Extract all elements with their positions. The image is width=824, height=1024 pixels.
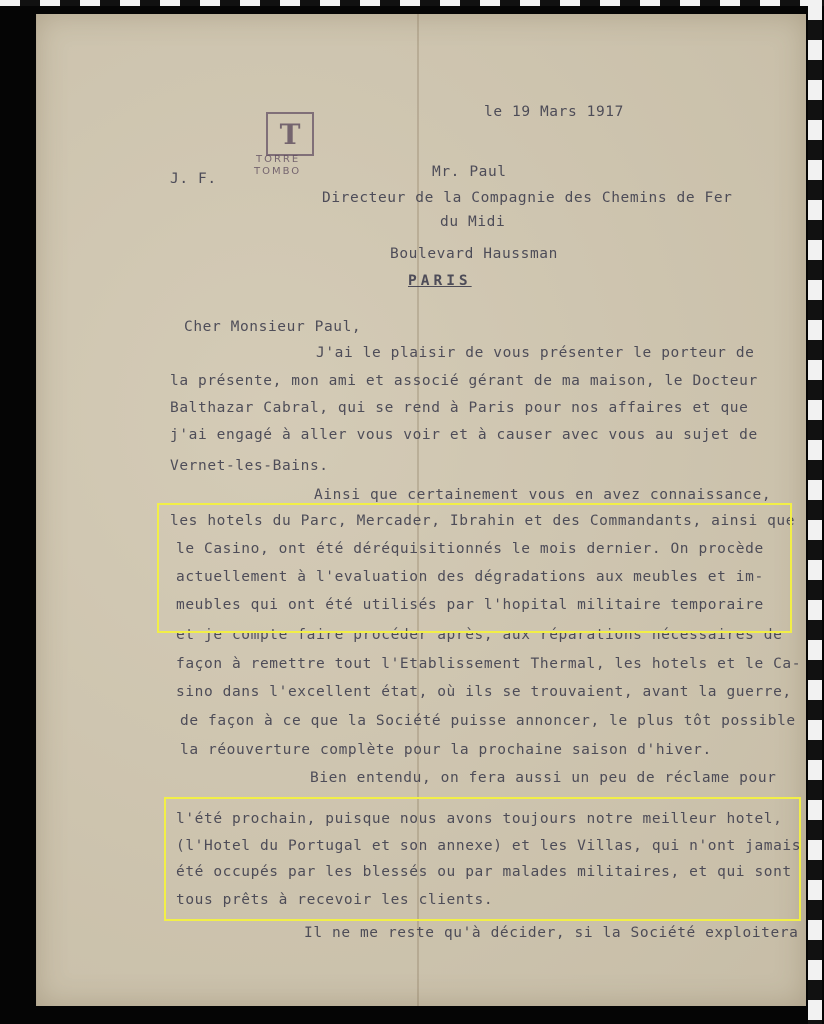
body-line: meubles qui ont été utilisés par l'hopital militaire temporaire <box>176 597 764 613</box>
body-line: la réouverture complète pour la prochaine saison d'hiver. <box>180 742 712 758</box>
body-line: été occupés par les blessés ou par malades militaires, et qui sont <box>176 864 792 880</box>
stamp-letter: T <box>279 118 301 151</box>
recipient-street: Boulevard Haussman <box>390 246 558 262</box>
scan-ruler-right <box>808 0 822 1024</box>
body-line: Il ne me reste qu'à décider, si la Société exploitera <box>304 925 799 941</box>
body-line: de façon à ce que la Société puisse annoncer, le plus tôt possible <box>180 713 796 729</box>
body-line: le Casino, ont été déréquisitionnés le mois dernier. On procède <box>176 541 764 557</box>
body-line: Bien entendu, on fera aussi un peu de réclame pour <box>310 770 777 786</box>
stamp-line-2: TOMBO <box>254 166 302 177</box>
archive-stamp <box>266 112 314 156</box>
recipient-title-2: du Midi <box>440 214 506 230</box>
body-line: actuellement à l'evaluation des dégradations aux meubles et im- <box>176 569 764 585</box>
body-line: (l'Hotel du Portugal et son annexe) et les Villas, qui n'ont jamais <box>176 838 802 854</box>
body-line: sino dans l'excellent état, où ils se trouvaient, avant la guerre, <box>176 684 792 700</box>
letter-date: le 19 Mars 1917 <box>484 104 624 120</box>
highlight-box-1 <box>157 503 792 633</box>
body-line: Balthazar Cabral, qui se rend à Paris pour nos affaires et que <box>170 400 749 416</box>
body-line: J'ai le plaisir de vous présenter le porteur de <box>316 345 755 361</box>
recipient-city: PARIS <box>408 273 472 289</box>
scan-ruler-top <box>0 0 824 6</box>
body-line: Ainsi que certainement vous en avez connaissance, <box>314 487 772 503</box>
body-line: les hotels du Parc, Mercader, Ibrahin et des Commandants, ainsi que <box>170 513 796 529</box>
stamp-line-1: TORRE <box>256 154 301 165</box>
body-line: l'été prochain, puisque nous avons toujours notre meilleur hotel, <box>176 811 783 827</box>
body-line: j'ai engagé à aller vous voir et à causer avec vous au sujet de <box>170 427 758 443</box>
salutation: Cher Monsieur Paul, <box>184 319 362 335</box>
body-line: façon à remettre tout l'Etablissement Thermal, les hotels et le Ca- <box>176 656 802 672</box>
body-line: tous prêts à recevoir les clients. <box>176 892 494 908</box>
recipient-name: Mr. Paul <box>432 164 507 180</box>
highlight-box-2 <box>164 797 801 921</box>
sender-initials: J. F. <box>170 171 217 187</box>
body-line: Vernet-les-Bains. <box>170 458 329 474</box>
recipient-title: Directeur de la Compagnie des Chemins de Fer <box>322 190 733 206</box>
body-line: et je compte faire procéder après, aux réparations nécessaires de <box>176 627 783 643</box>
body-line: la présente, mon ami et associé gérant de ma maison, le Docteur <box>170 373 758 389</box>
